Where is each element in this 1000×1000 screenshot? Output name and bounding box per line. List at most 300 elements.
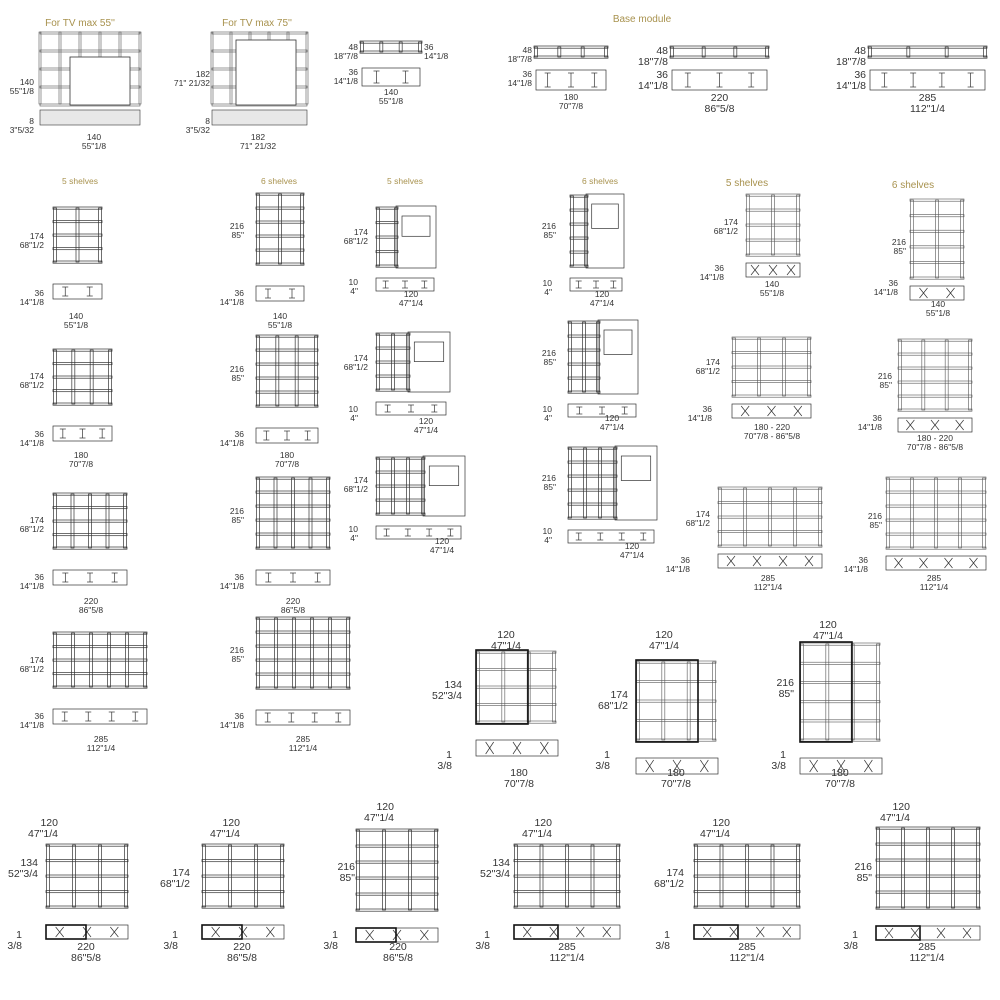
shelf: [360, 41, 422, 43]
dimension-label: 47"1/4: [589, 298, 615, 308]
shelf: [534, 46, 608, 48]
section-heading: 5 shelves: [725, 178, 769, 189]
upright: [293, 618, 296, 688]
dimension-label: 285: [738, 941, 756, 953]
side-panel: [396, 206, 436, 268]
bookcase-drawing: [256, 335, 318, 407]
dimension-label: 134: [20, 857, 38, 869]
upright: [54, 633, 57, 687]
dimension-label: 14"1/8: [19, 720, 44, 730]
upright: [733, 338, 736, 396]
bookcase-drawing: [514, 844, 620, 908]
dimension-label: 120: [624, 541, 640, 551]
dimension-label: 85": [231, 515, 244, 525]
dimension-label: 180: [510, 767, 528, 779]
upright: [902, 828, 905, 908]
shelf: [800, 643, 880, 645]
upright: [772, 195, 775, 255]
upright: [357, 830, 360, 910]
dimension-label: 55"1/8: [925, 308, 951, 318]
dimension-label: 55"1/8: [759, 288, 785, 298]
tv-screen: [402, 216, 430, 236]
upright: [959, 478, 962, 548]
upright: [72, 350, 75, 404]
shelf: [46, 860, 128, 862]
upright: [276, 336, 279, 406]
upright: [769, 488, 772, 546]
tv-panel: [70, 57, 130, 105]
base-unit: [256, 710, 350, 725]
upright: [771, 845, 774, 907]
dimension-label: 3/8: [323, 940, 338, 952]
dimension-label: 8: [205, 116, 210, 126]
dimension-label: 71" 21/32: [173, 78, 210, 88]
dimension-label: 220: [77, 941, 95, 953]
shelf: [476, 686, 556, 688]
dimension-label: 48: [522, 45, 532, 55]
bookcase-drawing: [636, 661, 716, 741]
bookcase-drawing: [570, 195, 588, 267]
dimension-label: 3/8: [655, 940, 670, 952]
upright: [274, 478, 277, 548]
dimension-label: 3/8: [595, 760, 610, 772]
shelf: [256, 645, 350, 647]
shelf: [53, 632, 147, 634]
shelf: [256, 659, 350, 661]
dimension-label: 174: [353, 227, 368, 237]
upright: [945, 340, 948, 410]
dimension-label: 36: [234, 572, 244, 582]
upright: [275, 618, 278, 688]
base-unit: [256, 286, 304, 301]
shelf: [256, 631, 350, 633]
dimension-label: 85": [879, 380, 892, 390]
dimension-label: 120: [222, 817, 240, 829]
dimension-label: 1: [780, 749, 786, 761]
dimension-label: 120: [819, 619, 837, 631]
dimension-label: 3/8: [843, 940, 858, 952]
upright: [477, 652, 480, 722]
shelf: [910, 261, 964, 263]
base-unit: [718, 554, 822, 568]
dimension-label: 36: [854, 69, 866, 81]
shelf: [256, 617, 350, 619]
shelf: [256, 673, 350, 675]
shelf: [476, 704, 556, 706]
upright: [584, 448, 587, 518]
shelf: [876, 843, 980, 845]
dimension-label: 216: [337, 861, 355, 873]
dimension-label: 174: [353, 353, 368, 363]
upright: [758, 338, 761, 396]
section-heading: 5 shelves: [62, 176, 98, 186]
dimension-label: 52"3/4: [431, 690, 462, 702]
shelf: [800, 701, 880, 703]
shelf: [376, 499, 425, 501]
dimension-label: 18"7/8: [637, 56, 668, 68]
section-heading: For TV max 75'': [222, 18, 292, 29]
dimension-label: 120: [40, 817, 58, 829]
side-panel: [423, 456, 465, 516]
upright: [295, 336, 298, 406]
upright: [794, 488, 797, 546]
shelf: [898, 395, 972, 397]
corner-base: [356, 928, 396, 942]
dimension-label: 3"5/32: [9, 125, 34, 135]
dimension-label: 140: [764, 279, 780, 289]
dimension-label: 55"1/8: [267, 320, 293, 330]
dimension-label: 55"1/8: [63, 320, 89, 330]
dimension-label: 285: [760, 573, 776, 583]
dimension-label: 70"7/8: [558, 101, 584, 111]
dimension-label: 120: [655, 629, 673, 641]
dimension-label: 86"5/8: [70, 952, 101, 964]
dimension-label: 36: [34, 572, 44, 582]
shelf: [53, 520, 127, 522]
dimension-label: 4": [544, 413, 552, 423]
dimension-label: 3/8: [771, 760, 786, 772]
dimension-label: 3/8: [475, 940, 490, 952]
dimension-label: 285: [93, 734, 109, 744]
upright: [47, 845, 50, 907]
dimension-label: 52"3/4: [7, 868, 38, 880]
shelf: [376, 457, 425, 459]
upright: [347, 618, 350, 688]
shelf: [356, 861, 438, 863]
dimension-label: 285: [558, 941, 576, 953]
upright: [71, 494, 74, 548]
dimension-label: 70"7/8: [274, 459, 300, 469]
tv-screen: [604, 330, 632, 355]
bookcase-drawing: [376, 333, 410, 391]
dimension-label: 14"1/8: [333, 76, 358, 86]
upright: [911, 478, 914, 548]
shelf: [53, 659, 147, 661]
dimension-label: 10: [542, 404, 552, 414]
dimension-label: 216: [541, 348, 556, 358]
shelf: [568, 475, 617, 477]
shelf: [694, 875, 800, 877]
upright: [377, 334, 380, 390]
upright: [407, 458, 410, 514]
dimension-label: 140: [68, 311, 84, 321]
dimension-label: 14"1/8: [665, 564, 690, 574]
dimension-label: 52"3/4: [479, 868, 510, 880]
bookcase-drawing: [356, 829, 438, 911]
dimension-label: 48: [348, 42, 358, 52]
upright: [662, 662, 665, 740]
bookcase-drawing: [732, 337, 811, 397]
shelf: [256, 491, 330, 493]
shelf: [256, 235, 304, 237]
shelf: [670, 56, 769, 58]
shelf: [256, 335, 318, 337]
dimension-label: 47"1/4: [879, 812, 910, 824]
dimension-label: 285: [918, 92, 937, 104]
shelf: [886, 519, 986, 521]
shelf: [53, 673, 147, 675]
dimension-label: 36: [714, 263, 724, 273]
shelf: [356, 845, 438, 847]
dimension-label: 220: [233, 941, 251, 953]
upright: [569, 448, 572, 518]
shelf: [53, 376, 112, 378]
dimension-label: 70"7/8: [503, 778, 534, 790]
upright: [76, 208, 79, 262]
shelf: [40, 32, 140, 34]
base-unit: [53, 709, 147, 724]
shelf: [636, 681, 716, 683]
dimension-label: 216: [229, 221, 244, 231]
dimension-label: 216: [541, 473, 556, 483]
upright: [744, 488, 747, 546]
dimension-label: 112"1/4: [549, 952, 585, 964]
bookcase-drawing: [568, 447, 617, 519]
shelf: [886, 505, 986, 507]
dimension-label: 120: [604, 413, 620, 423]
dimension-label: 68"1/2: [713, 226, 738, 236]
upright: [935, 478, 938, 548]
corner-module: [636, 660, 698, 742]
shelf: [53, 363, 112, 365]
upright: [279, 194, 282, 264]
dimension-label: 47"1/4: [413, 425, 439, 435]
dimension-label: 18"7/8: [835, 56, 866, 68]
shelf: [568, 461, 617, 463]
dimension-label: 180 - 220: [917, 433, 953, 443]
upright: [927, 828, 930, 908]
bookcase-drawing: [376, 457, 425, 515]
tv-panel: [236, 40, 296, 105]
dimension-label: 10: [348, 404, 358, 414]
shelf: [202, 875, 284, 877]
dimension-label: 36: [522, 69, 532, 79]
dimension-label: 4": [350, 533, 358, 543]
dimension-label: 182: [195, 69, 210, 79]
shelf: [910, 230, 964, 232]
bookcase-drawing: [256, 193, 304, 265]
upright: [922, 340, 925, 410]
dimension-label: 4": [350, 286, 358, 296]
shelf: [256, 391, 318, 393]
shelf: [898, 353, 972, 355]
upright: [99, 845, 102, 907]
dimension-label: 47"1/4: [812, 630, 843, 642]
dimension-label: 47"1/4: [619, 550, 645, 560]
dimension-label: 14"1/8: [843, 564, 868, 574]
shelf: [694, 891, 800, 893]
shelf: [886, 533, 986, 535]
shelf: [570, 223, 588, 225]
upright: [819, 488, 822, 546]
upright: [571, 196, 574, 266]
shelf: [202, 906, 284, 908]
dimension-label: 70"7/8: [824, 778, 855, 790]
dimension-label: 68"1/2: [19, 380, 44, 390]
upright: [566, 845, 569, 907]
upright: [801, 644, 804, 740]
dimension-label: 68"1/2: [343, 362, 368, 372]
base-unit: [886, 556, 986, 570]
dimension-label: 1: [172, 929, 178, 941]
dimension-label: 174: [610, 689, 628, 701]
dimension-label: 120: [892, 801, 910, 813]
shelf: [256, 221, 304, 223]
shelf: [256, 249, 304, 251]
dimension-label: 174: [29, 371, 44, 381]
dimension-label: 216: [776, 677, 794, 689]
dimension-label: 85": [893, 246, 906, 256]
dimension-label: 216: [867, 511, 882, 521]
shelf: [868, 56, 987, 58]
dimension-label: 112"1/4: [919, 582, 949, 592]
dimension-label: 174: [695, 509, 710, 519]
shelf: [746, 209, 800, 211]
dimension-label: 18"7/8: [507, 54, 532, 64]
dimension-label: 120: [594, 289, 610, 299]
upright: [637, 662, 640, 740]
shelf: [256, 363, 318, 365]
shelf: [746, 224, 800, 226]
dimension-label: 14"1/8: [219, 297, 244, 307]
upright: [617, 845, 620, 907]
shelf: [886, 491, 986, 493]
dimension-label: 285: [926, 573, 942, 583]
dimension-label: 134: [444, 679, 462, 691]
section-heading: 6 shelves: [261, 176, 297, 186]
corner-base: [46, 925, 86, 939]
upright: [936, 200, 939, 278]
bookcase-drawing: [360, 41, 422, 53]
upright: [54, 208, 57, 262]
shelf: [910, 246, 964, 248]
upright: [73, 845, 76, 907]
upright: [808, 338, 811, 396]
tv-screen: [592, 204, 619, 229]
dimension-label: 47"1/4: [398, 298, 424, 308]
dimension-label: 48: [854, 45, 866, 57]
dimension-label: 216: [229, 645, 244, 655]
shelf: [376, 513, 425, 515]
upright: [106, 494, 109, 548]
bookcase-drawing: [202, 844, 284, 908]
upright: [695, 845, 698, 907]
dimension-label: 36: [872, 413, 882, 423]
dimension-label: 85": [778, 688, 794, 700]
dimension-label: 86"5/8: [78, 605, 104, 615]
dimension-label: 216: [891, 237, 906, 247]
dimension-label: 14"1/8: [835, 80, 866, 92]
base-unit: [53, 284, 102, 299]
bookcase-drawing: [256, 617, 350, 689]
shelf: [256, 519, 330, 521]
corner-base: [202, 925, 242, 939]
dimension-label: 112"1/4: [729, 952, 765, 964]
bookcase-drawing: [910, 199, 964, 279]
corner-base: [876, 926, 920, 940]
dimension-label: 1: [16, 929, 22, 941]
upright: [125, 845, 128, 907]
shelf: [514, 860, 620, 862]
dimension-label: 180: [563, 92, 579, 102]
shelf: [898, 381, 972, 383]
shelf: [636, 700, 716, 702]
shelf: [212, 32, 307, 34]
dimension-label: 68"1/2: [343, 236, 368, 246]
bookcase-drawing: [868, 46, 987, 58]
shelf: [356, 877, 438, 879]
shelf: [898, 409, 972, 411]
dimension-label: 174: [29, 655, 44, 665]
dimension-label: 68"1/2: [19, 664, 44, 674]
upright: [281, 845, 284, 907]
shelf: [800, 739, 880, 741]
upright: [54, 350, 57, 404]
upright: [899, 340, 902, 410]
dimension-label: 68"1/2: [597, 700, 628, 712]
upright: [515, 845, 518, 907]
dimension-label: 4": [544, 535, 552, 545]
section-heading: Base module: [612, 14, 672, 25]
shelf: [568, 517, 617, 519]
shelf: [568, 335, 600, 337]
upright: [887, 478, 890, 548]
dimension-label: 36: [234, 288, 244, 298]
dimension-label: 120: [434, 536, 450, 546]
dimension-label: 174: [172, 867, 190, 879]
base-unit: [212, 110, 307, 125]
dimension-label: 68"1/2: [159, 878, 190, 890]
upright: [952, 828, 955, 908]
upright: [392, 334, 395, 390]
dimension-label: 36: [858, 555, 868, 565]
shelf: [53, 390, 112, 392]
shelf: [876, 875, 980, 877]
upright: [144, 633, 147, 687]
shelf: [356, 829, 438, 831]
dimension-label: 14"1/8: [424, 51, 449, 61]
shelf: [800, 681, 880, 683]
dimension-label: 36: [34, 288, 44, 298]
dimension-label: 18"7/8: [333, 51, 358, 61]
dimension-label: 14"1/8: [857, 422, 882, 432]
dimension-label: 120: [712, 817, 730, 829]
shelf: [202, 891, 284, 893]
shelf: [718, 531, 822, 533]
shelf: [46, 875, 128, 877]
shelf: [876, 891, 980, 893]
shelf: [376, 347, 410, 349]
shelf: [514, 891, 620, 893]
upright: [126, 633, 129, 687]
upright: [540, 845, 543, 907]
shelf: [898, 367, 972, 369]
dimension-label: 85": [543, 482, 556, 492]
tv-screen: [429, 466, 458, 486]
upright: [89, 494, 92, 548]
shelf: [570, 237, 588, 239]
shelf: [376, 471, 425, 473]
dimension-label: 47"1/4: [521, 828, 552, 840]
dimension-label: 4": [544, 287, 552, 297]
upright: [687, 662, 690, 740]
dimension-label: 10: [542, 526, 552, 536]
shelf: [568, 447, 617, 449]
bookcase-drawing: [670, 46, 769, 58]
dimension-label: 220: [83, 596, 99, 606]
base-unit: [694, 925, 800, 939]
shelf: [670, 46, 769, 48]
